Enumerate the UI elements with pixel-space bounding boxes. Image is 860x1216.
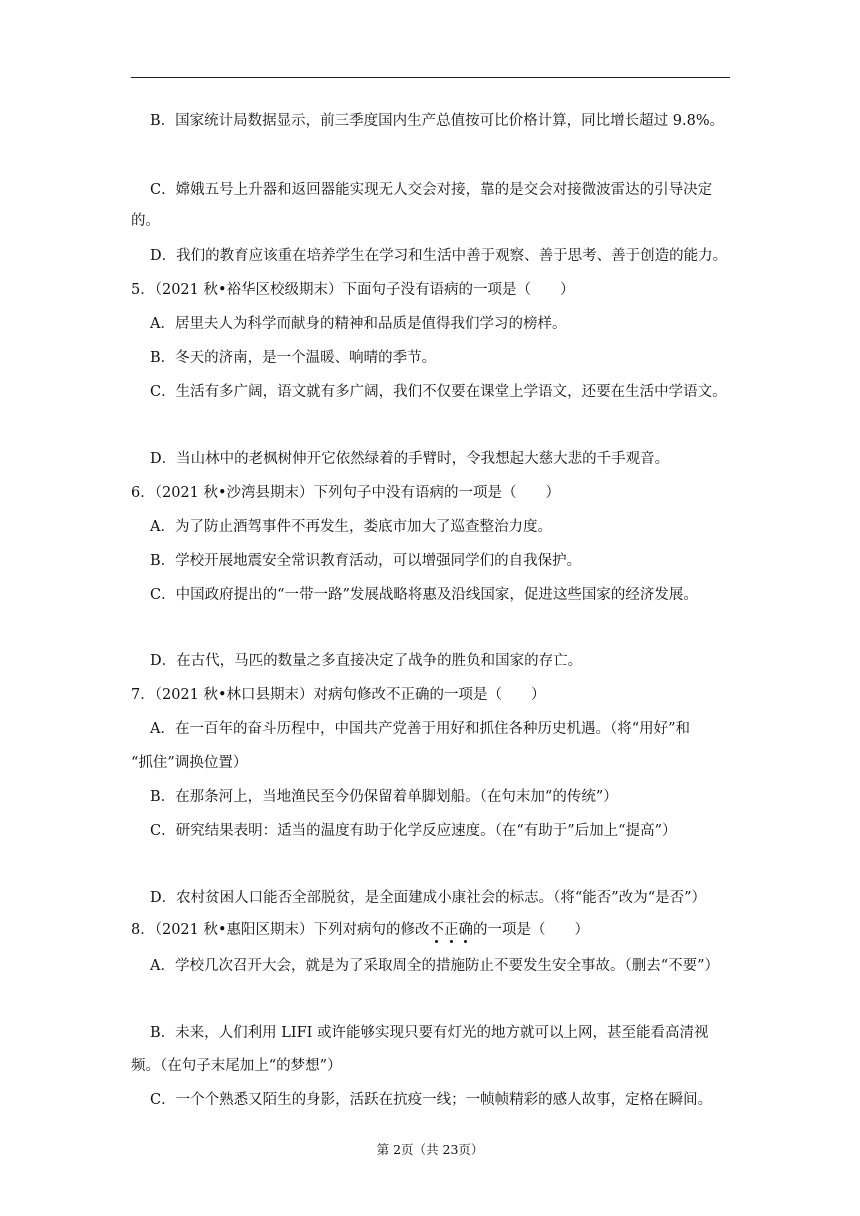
q4-option-d: D．我们的教育应该重在培养学生在学习和生活中善于观察、善于思考、善于创造的能力。	[150, 248, 728, 264]
emphasis-dot	[435, 940, 438, 943]
q5-option-c: C．生活有多广阔，语文就有多广阔，我们不仅要在课堂上学语文，还要在生活中学语文。	[150, 384, 727, 400]
q8-emphasis-char-3: 确	[459, 922, 474, 938]
q5-option-a: A．居里夫人为科学而献身的精神和品质是值得我们学习的榜样。	[150, 316, 567, 332]
q6-option-a: A．为了防止酒驾事件不再发生，娄底市加大了巡查整治力度。	[150, 519, 552, 535]
q8-emphasis-char-1: 不	[430, 922, 445, 938]
q7-option-d: D．农村贫困人口能否全部脱贫，是全面建成小康社会的标志。（将“能否”改为“是否”）	[150, 890, 707, 906]
q7-stem: 7．（2021 秋•林口县期末）对病句修改不正确的一项是（ ）	[131, 687, 546, 703]
q5-stem: 5．（2021 秋•裕华区校级期末）下面句子没有语病的一项是（ ）	[131, 282, 575, 298]
q5-option-d: D．当山林中的老枫树伸开它依然绿着的手臂时，令我想起大慈大悲的千手观音。	[150, 451, 670, 467]
q8-stem-suffix: 的一项是（ ）	[473, 922, 590, 938]
q4-option-c-line1: C．嫦娥五号上升器和返回器能实现无人交会对接，靠的是交会对接微波雷达的引导决定	[150, 182, 713, 198]
q6-option-b: B．学校开展地震安全常识教育活动，可以增强同学们的自我保护。	[150, 553, 582, 569]
q8-stem	[131, 920, 589, 940]
q7-option-a-line1: A．在一百年的奋斗历程中，中国共产党善于用好和抓住各种历史机遇。（将“用好”和	[150, 721, 691, 737]
emphasis-dot	[464, 940, 467, 943]
emphasis-dot	[450, 940, 453, 943]
q8-option-c: C．一个个熟悉又陌生的身影，活跃在抗疫一线；一帧帧精彩的感人故事，定格在瞬间。	[150, 1092, 713, 1108]
q7-option-c: C．研究结果表明：适当的温度有助于化学反应速度。（在“有助于”后加上“提高”）	[150, 823, 677, 839]
header-rule	[131, 77, 730, 78]
q7-option-a-line2: “抓住”调换位置）	[131, 755, 248, 771]
page-footer: 第 2页（共 23页）	[376, 1142, 484, 1157]
q7-option-b: B．在那条河上，当地渔民至今仍保留着单脚划船。（在句末加“的传统”）	[150, 789, 618, 805]
q5-option-b: B．冬天的济南，是一个温暖、响晴的季节。	[150, 350, 437, 366]
q6-option-d: D．在古代，马匹的数量之多直接决定了战争的胜负和国家的存亡。	[150, 653, 583, 669]
q6-stem: 6．（2021 秋•沙湾县期末）下列句子中没有语病的一项是（ ）	[131, 485, 561, 501]
q8-stem-prefix: 8．（2021 秋•惠阳区期末）下列对病句的修改	[131, 922, 430, 938]
q8-option-b-line1: B．未来，人们利用 LIFI 或许能够实现只要有灯光的地方就可以上网，甚至能看高清视	[150, 1025, 709, 1041]
q8-option-b-line2: 频。（在句子末尾加上“的梦想”）	[131, 1058, 342, 1074]
q8-emphasis-char-2: 正	[444, 922, 459, 938]
q8-option-a: A．学校几次召开大会，就是为了采取周全的措施防止不要发生安全事故。（删去“不要”）	[150, 958, 720, 974]
q6-option-c: C．中国政府提出的“一带一路”发展战略将惠及沿线国家，促进这些国家的经济发展。	[150, 587, 698, 603]
q4-option-c-line2: 的。	[131, 213, 160, 229]
q4-option-b: B．国家统计局数据显示，前三季度国内生产总值按可比价格计算，同比增长超过 9.8%。	[150, 113, 725, 129]
